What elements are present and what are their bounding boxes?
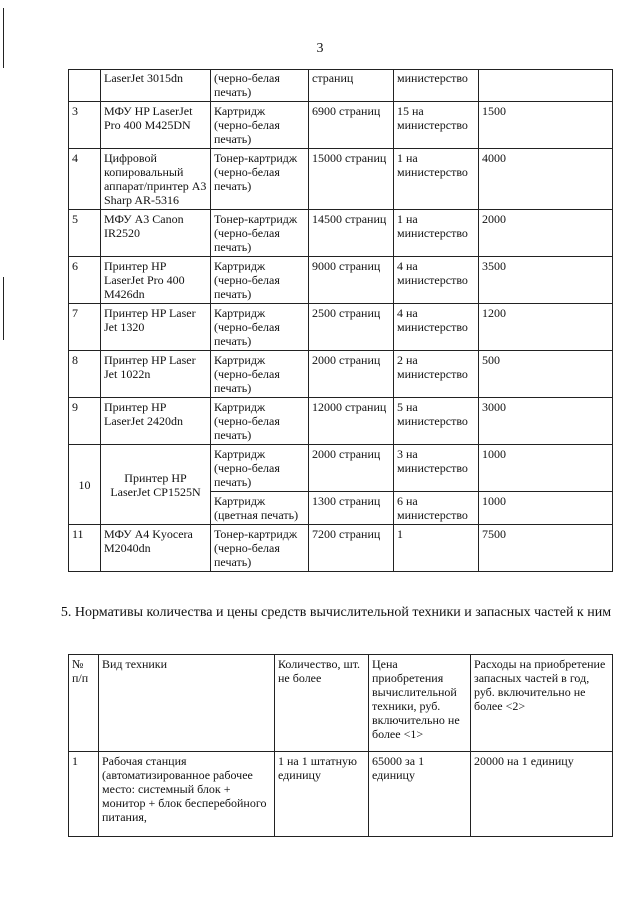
header-no: № п/п (69, 655, 99, 752)
cell-price: 1500 (479, 102, 613, 149)
cell-norm: 2 на министерство (394, 351, 479, 398)
cell-norm: 1 (394, 525, 479, 572)
table-row (69, 304, 613, 351)
cell-resource: 9000 страниц (309, 257, 394, 304)
scan-margin-mark-top (3, 8, 4, 68)
cell-resource: 6900 страниц (309, 102, 394, 149)
cell-consumable: Картридж (черно-белая печать) (211, 351, 309, 398)
cell-consumable: Картридж (черно-белая печать) (211, 257, 309, 304)
cell-consumable: (черно-белая печать) (211, 70, 309, 102)
cell-norm: 6 на министерство (394, 492, 479, 525)
cell-consumable: Картридж (черно-белая печать) (211, 304, 309, 351)
cell-consumable: Тонер-картридж (черно-белая печать) (211, 525, 309, 572)
cell-no: 9 (69, 398, 101, 445)
cell-device: МФУ А3 Canon IR2520 (101, 210, 211, 257)
cell-resource: 2000 страниц (309, 351, 394, 398)
cell-resource: 12000 страниц (309, 398, 394, 445)
cell-resource: 2000 страниц (309, 445, 394, 492)
cell-norm: 5 на министерство (394, 398, 479, 445)
cell-norm: 4 на министерство (394, 304, 479, 351)
table-header-row (69, 655, 613, 752)
header-quantity: Количество, шт. не более (275, 655, 369, 752)
cell-norm: 4 на министерство (394, 257, 479, 304)
header-price: Цена приобретения вычислительной техники, руб. включительно не более <1> (369, 655, 471, 752)
cell-consumable: Тонер-картридж (черно-белая печать) (211, 210, 309, 257)
cell-quantity: 1 на 1 штатную единицу (275, 752, 369, 837)
section-heading: 5. Нормативы количества и цены средств вычислительной техники и запасных частей к ним (60, 605, 612, 620)
cell-resource: страниц (309, 70, 394, 102)
cell-device: Принтер HP LaserJet 2420dn (101, 398, 211, 445)
cell-price: 1000 (479, 492, 613, 525)
scan-margin-mark-middle (3, 277, 4, 340)
cell-norm: 3 на министерство (394, 445, 479, 492)
cell-price: 65000 за 1 единицу (369, 752, 471, 837)
table-row (69, 210, 613, 257)
cell-norm: 15 на министерство (394, 102, 479, 149)
cell-consumable: Тонер-картридж (черно-белая печать) (211, 149, 309, 210)
cell-device: LaserJet 3015dn (101, 70, 211, 102)
cell-price: 500 (479, 351, 613, 398)
table-row (69, 398, 613, 445)
cell-price: 3500 (479, 257, 613, 304)
cell-consumable: Картридж (черно-белая печать) (211, 398, 309, 445)
cell-device: МФУ HP LaserJet Pro 400 M425DN (101, 102, 211, 149)
table-row (69, 445, 613, 492)
cell-price: 7500 (479, 525, 613, 572)
cell-device: МФУ А4 Kyocera M2040dn (101, 525, 211, 572)
table-row (69, 752, 613, 837)
cell-price: 1200 (479, 304, 613, 351)
cell-resource: 7200 страниц (309, 525, 394, 572)
cell-consumable: Картридж (цветная печать) (211, 492, 309, 525)
cell-price: 2000 (479, 210, 613, 257)
cell-type: Рабочая станция (автоматизированное рабочее место: системный блок + монитор + блок бесперебойного питания, (99, 752, 275, 837)
computing-equipment-table (68, 654, 613, 837)
cell-resource: 2500 страниц (309, 304, 394, 351)
cell-price (479, 70, 613, 102)
cell-no: 7 (69, 304, 101, 351)
page-number: 3 (316, 41, 324, 56)
cell-no: 11 (69, 525, 101, 572)
cell-price: 3000 (479, 398, 613, 445)
table-row (69, 525, 613, 572)
cell-no (69, 70, 101, 102)
cell-no: 10 (69, 445, 101, 525)
cell-device: Цифровой копировальный аппарат/принтер A3 Sharp AR-5316 (101, 149, 211, 210)
cell-consumable: Картридж (черно-белая печать) (211, 102, 309, 149)
header-expenses: Расходы на приобретение запасных частей в год, руб. включительно не более <2> (471, 655, 613, 752)
header-type: Вид техники (99, 655, 275, 752)
table-row (69, 257, 613, 304)
cell-price: 4000 (479, 149, 613, 210)
cell-no: 6 (69, 257, 101, 304)
cell-resource: 14500 страниц (309, 210, 394, 257)
cell-device: Принтер HP Laser Jet 1320 (101, 304, 211, 351)
printer-consumables-table (68, 69, 613, 572)
cell-resource: 1300 страниц (309, 492, 394, 525)
table-row (69, 70, 613, 102)
cell-no: 3 (69, 102, 101, 149)
cell-device: Принтер HP LaserJet CP1525N (101, 445, 211, 525)
cell-no: 8 (69, 351, 101, 398)
table-row (69, 102, 613, 149)
cell-price: 1000 (479, 445, 613, 492)
cell-device: Принтер HP Laser Jet 1022n (101, 351, 211, 398)
cell-no: 5 (69, 210, 101, 257)
cell-no: 4 (69, 149, 101, 210)
cell-device: Принтер HP LaserJet Pro 400 M426dn (101, 257, 211, 304)
cell-norm: 1 на министерство (394, 210, 479, 257)
cell-resource: 15000 страниц (309, 149, 394, 210)
cell-no: 1 (69, 752, 99, 837)
cell-norm: 1 на министерство (394, 149, 479, 210)
table-row (69, 149, 613, 210)
cell-norm: министерство (394, 70, 479, 102)
table-row (69, 351, 613, 398)
cell-consumable: Картридж (черно-белая печать) (211, 445, 309, 492)
cell-expenses: 20000 на 1 единицу (471, 752, 613, 837)
